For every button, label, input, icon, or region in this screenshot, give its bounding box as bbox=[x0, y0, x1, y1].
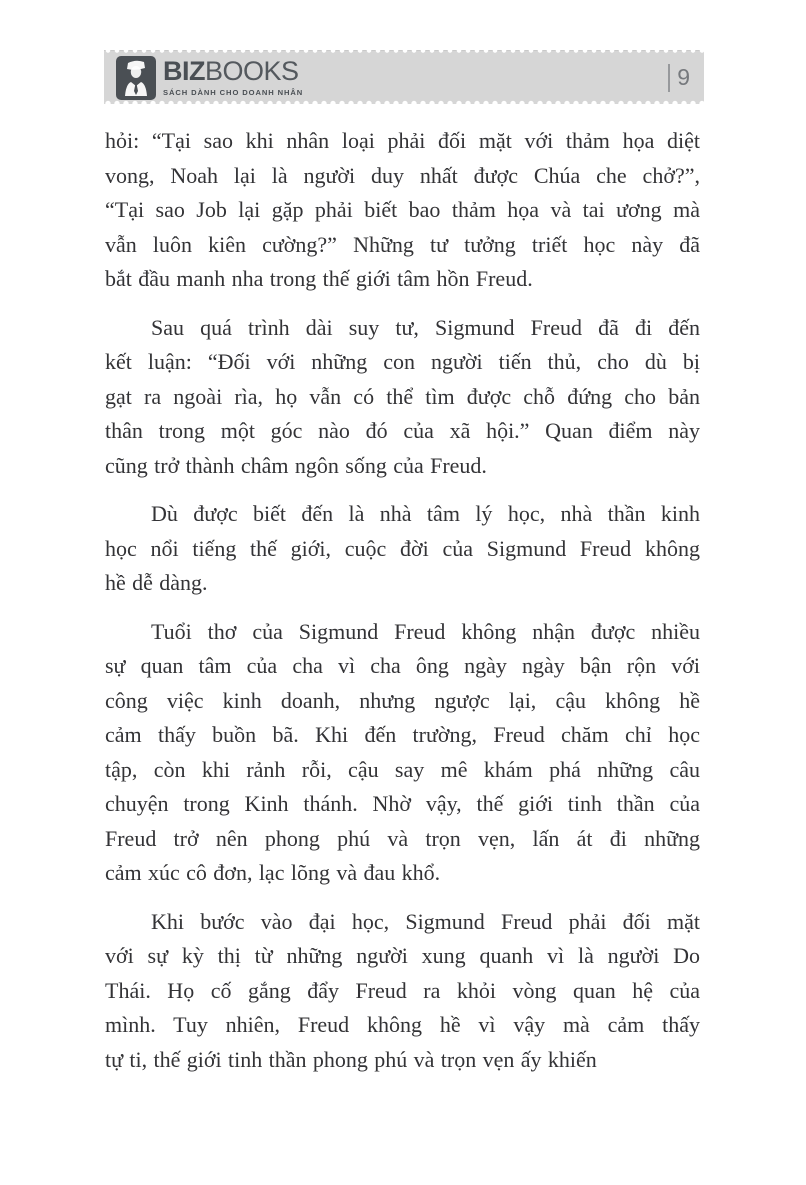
businessman-icon bbox=[116, 56, 156, 100]
text-line: hỏi: “Tại sao khi nhân loại phải đối mặt với thảm họa diệt bbox=[105, 128, 700, 153]
text-line: gạt ra ngoài rìa, họ vẫn có thể tìm được chỗ đứng cho bản bbox=[105, 383, 700, 409]
text-line: Khi bước vào đại học, Sigmund Freud phải đối mặt bbox=[151, 908, 700, 934]
brand-name-biz: BIZ bbox=[163, 56, 205, 86]
text-line: “Tại sao Job lại gặp phải biết bao thảm họa và tai ương mà bbox=[105, 197, 700, 222]
text-line: vong, Noah lại là người duy nhất được Chúa che chở?”, bbox=[105, 162, 700, 188]
text-line: cũng trở thành châm ngôn sống của Freud. bbox=[105, 452, 487, 478]
text-line: Sau quá trình dài suy tư, Sigmund Freud đã đi đến bbox=[151, 314, 700, 340]
text-line: chuyện trong Kinh thánh. Nhờ vậy, thế giới tinh thần của bbox=[105, 791, 700, 816]
text-line: cảm xúc cô đơn, lạc lõng và đau khổ. bbox=[105, 860, 441, 885]
text-line: Freud trở nên phong phú và trọn vẹn, lấn át đi những bbox=[105, 825, 700, 851]
page-number-block bbox=[668, 51, 690, 104]
paragraph bbox=[105, 615, 700, 891]
text-line: Thái. Họ cố gắng đẩy Freud ra khỏi vòng quan hệ của bbox=[105, 977, 700, 1003]
text-line: tự ti, thế giới tinh thần phong phú và trọn vẹn ấy khiến bbox=[105, 1046, 597, 1072]
text-line: học nổi tiếng thế giới, cuộc đời của Sigmund Freud không bbox=[105, 535, 700, 561]
text-line: kết luận: “Đối với những con người tiến thủ, cho dù bị bbox=[105, 349, 700, 374]
brand-tagline: SÁCH DÀNH CHO DOANH NHÂN bbox=[163, 88, 304, 97]
paragraph bbox=[105, 311, 700, 484]
text-line: công việc kinh doanh, nhưng ngược lại, cậu không hề bbox=[105, 687, 700, 713]
page-number: 9 bbox=[677, 64, 690, 90]
text-line: Dù được biết đến là nhà tâm lý học, nhà thần kinh bbox=[151, 501, 700, 526]
page-number-separator bbox=[668, 64, 670, 92]
paragraph bbox=[105, 497, 700, 601]
text-line: Tuổi thơ của Sigmund Freud không nhận được nhiều bbox=[151, 618, 700, 644]
header-stamp-bar bbox=[104, 50, 704, 104]
text-line: cảm thấy buồn bã. Khi đến trường, Freud chăm chỉ học bbox=[105, 722, 700, 747]
text-line: mình. Tuy nhiên, Freud không hề vì vậy mà cảm thấy bbox=[105, 1012, 700, 1037]
text-line: tập, còn khi rảnh rỗi, cậu say mê khám phá những câu bbox=[105, 756, 700, 782]
brand-text-block bbox=[163, 56, 303, 97]
text-line: sự quan tâm của cha vì cha ông ngày ngày bận rộn với bbox=[105, 653, 700, 678]
text-line: hề dễ dàng. bbox=[105, 570, 208, 595]
paragraph bbox=[105, 124, 700, 297]
paragraph bbox=[105, 905, 700, 1078]
bizbooks-logo bbox=[116, 56, 303, 100]
brand-name-books: BOOKS bbox=[205, 56, 299, 86]
brand-name bbox=[163, 58, 303, 85]
body-text bbox=[105, 124, 700, 1077]
text-line: bắt đầu manh nha trong thế giới tâm hồn Freud. bbox=[105, 266, 533, 291]
text-line: thân trong một góc nào đó của xã hội.” Quan điểm này bbox=[105, 418, 700, 443]
text-line: vẫn luôn kiên cường?” Những tư tưởng triết học này đã bbox=[105, 231, 700, 257]
text-line: với sự kỳ thị từ những người xung quanh vì là người Do bbox=[105, 943, 700, 968]
